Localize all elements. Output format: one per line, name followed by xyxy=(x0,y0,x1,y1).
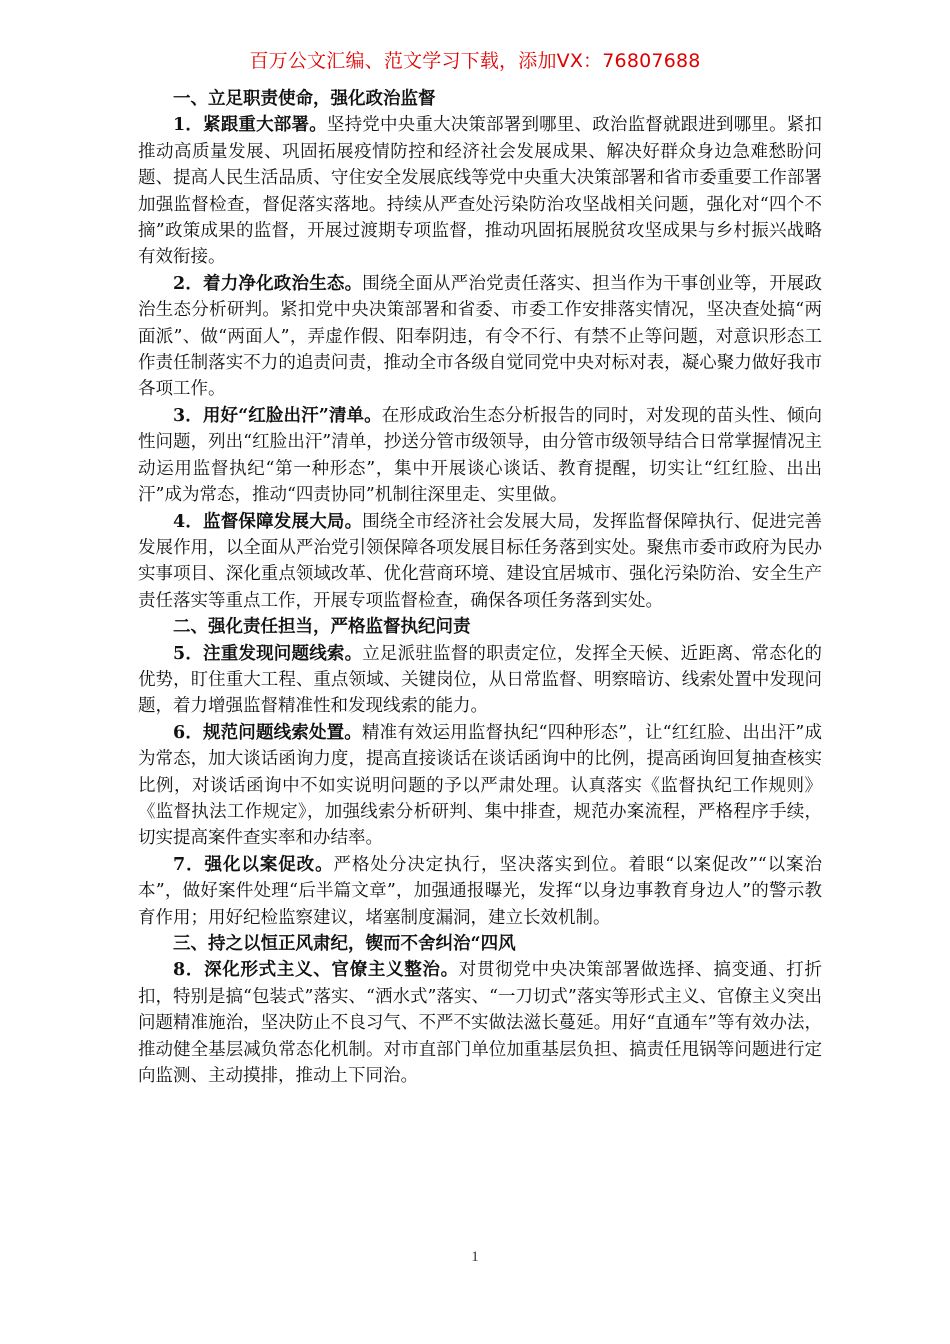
section-heading: 三、持之以恒正风肃纪，锲而不舍纠治“四风 xyxy=(173,934,516,954)
section-heading: 二、强化责任担当，严格监督执纪问责 xyxy=(173,617,471,638)
section-heading: 一、立足职责使命，强化政治监督 xyxy=(173,89,436,109)
body-paragraph xyxy=(138,720,822,852)
body-paragraph xyxy=(138,852,822,931)
paragraph-lead: 8．深化形式主义、官僚主义整治。 xyxy=(173,960,459,981)
body-paragraph xyxy=(138,641,822,720)
body-paragraph xyxy=(138,957,822,1089)
paragraph-lead: 2．着力净化政治生态。 xyxy=(173,273,363,294)
paragraph-lead: 3．用好“红脸出汗”清单。 xyxy=(173,405,382,426)
watermark-banner: 百万公文汇编、范文学习下载，添加VX：76807688 xyxy=(249,50,701,72)
paragraph-lead: 4．监督保障发展大局。 xyxy=(173,511,363,532)
paragraph-text: 立足派驻监督的职责定位，发挥全天候、近距离、常态化的优势，盯住重大工程、重点领域、关键岗位，从日常监督、明察暗访、线索处置中发现问题，着力增强监督精准性和发现线索的能力。 xyxy=(138,643,822,717)
paragraph-lead: 6．规范问题线索处置。 xyxy=(173,722,362,743)
body-paragraph xyxy=(138,271,822,403)
paragraph-text: 围绕全市经济社会发展大局，发挥监督保障执行、促进完善发展作用，以全面从严治党引领保障各项发展目标任务落到实处。聚焦市委市政府为民办实事项目、深化重点领域改革、优化营商环境、建设宜居城市、强化污染防治、安全生产责任落实等重点工作，开展专项监督检查，确保各项任务落到实处。 xyxy=(138,511,822,611)
paragraph-lead: 1．紧跟重大部署。 xyxy=(173,115,327,136)
document-body xyxy=(138,86,822,1089)
paragraph-lead: 5．注重发现问题线索。 xyxy=(173,643,363,664)
body-paragraph xyxy=(138,112,822,270)
paragraph-text: 坚持党中央重大决策部署到哪里、政治监督就跟进到哪里。紧扣推动高质量发展、巩固拓展疫情防控和经济社会发展成果、解决好群众身边急难愁盼问题、提高人民生活品质、守住安全发展底线等党中央重大决策部署和省市委重要工作部署加强监督检查，督促落实落地。持续从严查处污染防治攻坚战相关问题，强化对“四个不摘”政策成果的监督，开展过渡期专项监督，推动巩固拓展脱贫攻坚成果与乡村振兴战略有效衔接。 xyxy=(138,115,822,268)
paragraph-text: 围绕全面从严治党责任落实、担当作为干事创业等，开展政治生态分析研判。紧扣党中央决策部署和省委、市委工作安排落实情况，坚决查处搞“两面派”、做“两面人”，弄虚作假、阳奉阴违，有令不行、有禁不止等问题，对意识形态工作责任制落实不力的追责问责，推动全市各级自觉同党中央对标对表，凝心聚力做好我市各项工作。 xyxy=(138,273,822,400)
body-paragraph xyxy=(138,509,822,615)
paragraph-text: 严格处分决定执行，坚决落实到位。着眼“以案促改”“以案治本”，做好案件处理“后半篇文章”，加强通报曝光，发挥“以身边事教育身边人”的警示教育作用；用好纪检监察建议，堵塞制度漏洞，建立长效机制。 xyxy=(138,854,822,928)
paragraph-text: 对贯彻党中央决策部署做选择、搞变通、打折扣，特别是搞“包装式”落实、“洒水式”落实、“一刀切式”落实等形式主义、官僚主义突出问题精准施治，坚决防止不良习气、不严不实做法滋长蔓延。用好“直通车”等有效办法，推动健全基层减负常态化机制。对市直部门单位加重基层负担、搞责任甩锅等问题进行定向监测、主动摸排，推动上下同治。 xyxy=(138,960,822,1087)
page-number: 1 xyxy=(471,1249,479,1265)
paragraph-text: 在形成政治生态分析报告的同时，对发现的苗头性、倾向性问题，列出“红脸出汗”清单，抄送分管市级领导，由分管市级领导结合日常掌握情况主动运用监督执纪“第一种形态”，集中开展谈心谈话、教育提醒，切实让“红红脸、出出汗”成为常态，推动“四责协同”机制往深里走、实里做。 xyxy=(138,405,822,506)
paragraph-lead: 7．强化以案促改。 xyxy=(173,854,334,875)
paragraph-text: 精准有效运用监督执纪“四种形态”，让“红红脸、出出汗”成为常态，加大谈话函询力度，提高直接谈话在谈话函询中的比例，提高函询回复抽查核实比例，对谈话函询中不如实说明问题的予以严肃处理。认真落实《监督执纪工作规则》《监督执法工作规定》，加强线索分析研判、集中排查，规范办案流程，严格程序手续，切实提高案件查实率和办结率。 xyxy=(138,722,822,849)
body-paragraph xyxy=(138,403,822,509)
